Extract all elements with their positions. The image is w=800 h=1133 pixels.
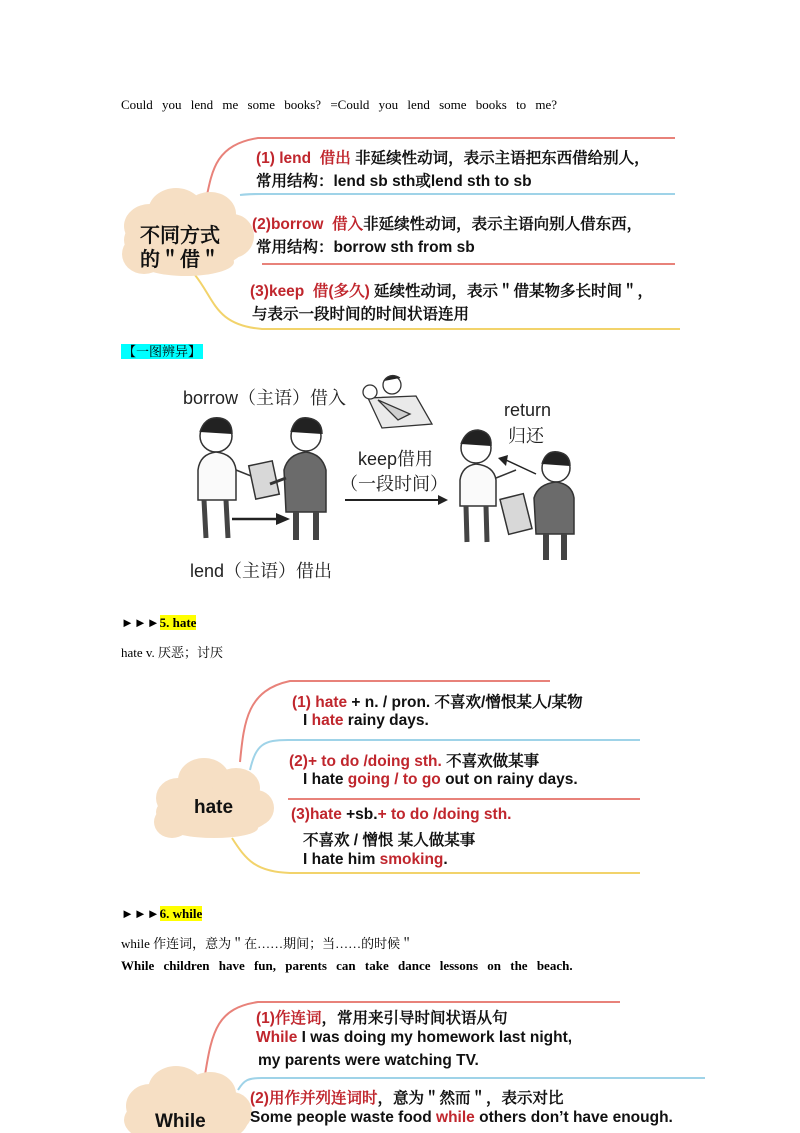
- borrow-label: borrow（主语）借入: [183, 388, 347, 408]
- mindmap3-center: While: [155, 1111, 206, 1132]
- map1-branch3-line2: 与表示一段时间的时间状语连用: [252, 306, 470, 323]
- map2-branch3-line1: (3)hate +sb.+ to do /doing sth.: [291, 806, 512, 823]
- section6-definition: while 作连词，意为＂在……期间；当……的时候＂: [121, 936, 414, 951]
- map1-branch2-line2: 常用结构：borrow sth from sb: [256, 239, 475, 256]
- map1-branch3-line1: (3)keep 借(多久) 延续性动词，表示＂借某物多长时间＂，: [250, 283, 654, 300]
- map2-branch2-line1: (2)+ to do /doing sth. 不喜欢做某事: [289, 753, 540, 770]
- keep-sub: （一段时间）: [340, 474, 448, 494]
- return-en: return: [504, 400, 552, 420]
- section6-example: While children have fun, parents can take dance lessons on the beach.: [121, 958, 573, 973]
- map3-branch1-line2: While I was doing my homework last night,: [256, 1029, 573, 1046]
- map3-branch2-line2: Some people waste food while others don’t have enough.: [250, 1109, 673, 1126]
- mindmap1-center: 不同方式 的＂借＂: [140, 225, 220, 271]
- map3-branch2-line1: (2)用作并列连词时，意为＂然而＂，表示对比: [250, 1090, 564, 1107]
- mindmap2-center: hate: [194, 797, 234, 818]
- intro-sentence: Could you lend me some books? =Could you lend some books to me?: [121, 97, 558, 112]
- map2-branch1-line1: (1) hate + n. / pron. 不喜欢/憎恨某人/某物: [292, 694, 583, 711]
- map3-branch1-line3: my parents were watching TV.: [258, 1052, 479, 1069]
- map2-branch3-line3: I hate him smoking.: [303, 851, 448, 868]
- section5-definition: hate v. 厌恶；讨厌: [121, 645, 224, 660]
- keep-label: keep借用: [358, 449, 434, 469]
- map2-branch3-line2: 不喜欢 / 憎恨 某人做某事: [303, 832, 476, 849]
- map1-branch1-line2: 常用结构：lend sb sth或lend sth to sb: [256, 173, 532, 190]
- map2-branch1-line2: I hate rainy days.: [303, 712, 429, 729]
- section6-heading: ►►►6. while: [121, 906, 203, 921]
- map1-branch1-line1: (1) lend 借出 非延续性动词，表示主语把东西借给别人，: [256, 150, 650, 167]
- lend-label: lend（主语）借出: [190, 561, 333, 581]
- map1-branch2-line1: (2)borrow 借入非延续性动词，表示主语向别人借东西，: [252, 216, 643, 233]
- section5-heading: ►►►5. hate: [121, 615, 197, 630]
- return-cn: 归还: [508, 426, 544, 446]
- tag-yitu: 【一图辨异】: [123, 344, 202, 359]
- map2-branch2-line2: I hate going / to go out on rainy days.: [303, 771, 578, 788]
- map3-branch1-line1: (1)作连词，常用来引导时间状语从句: [256, 1010, 508, 1027]
